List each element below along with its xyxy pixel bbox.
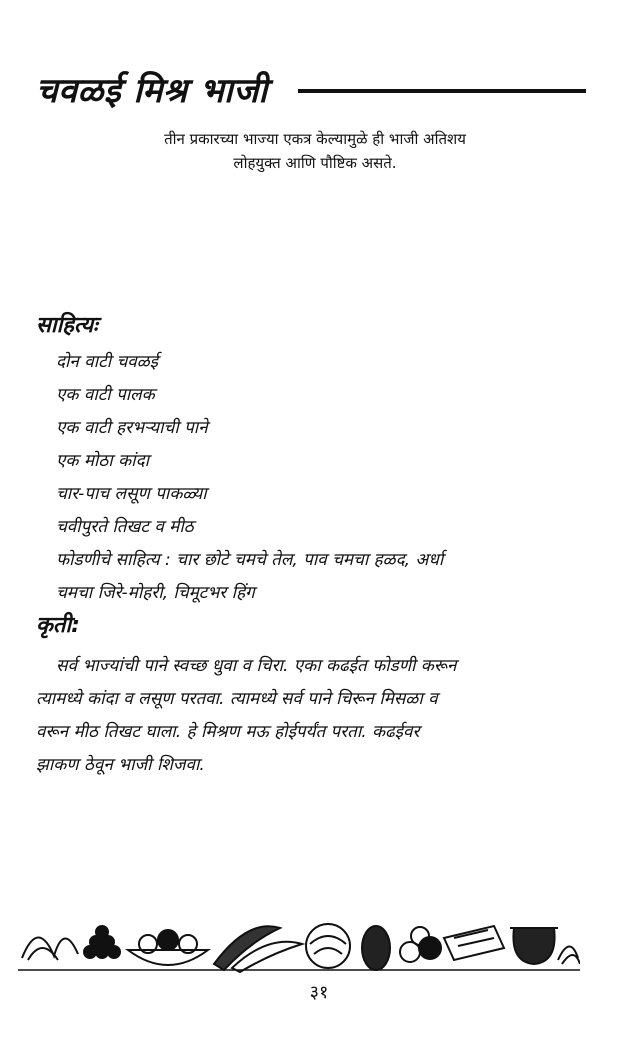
method-line: सर्व भाज्यांची पाने स्वच्छ धुवा व चिरा. एका कढईत फोडणी करून bbox=[56, 656, 457, 676]
page-number: ३१ bbox=[309, 982, 329, 1003]
method-line: झाकण ठेवून भाजी शिजवा. bbox=[36, 755, 205, 775]
intro-line: तीन प्रकारच्या भाज्या एकत्र केल्यामुळे ही भाजी अतिशय bbox=[164, 130, 466, 148]
ingredient-item: चार-पाच लसूण पाकळ्या bbox=[56, 484, 207, 504]
ingredient-item: एक वाटी पालक bbox=[56, 385, 155, 405]
ingredients-list bbox=[56, 346, 616, 610]
method-line: वरून मीठ तिखट घाला. हे मिश्रण मऊ होईपर्यंत परता. कढईवर bbox=[36, 722, 420, 742]
recipe-intro bbox=[80, 127, 550, 175]
vegetable-border-illustration bbox=[18, 898, 580, 978]
method-paragraph bbox=[36, 650, 596, 782]
ingredient-item: एक मोठा कांदा bbox=[56, 451, 150, 471]
ingredient-item: एक वाटी हरभऱ्याची पाने bbox=[56, 418, 208, 438]
ingredients-heading: साहित्यः bbox=[36, 313, 98, 338]
recipe-title: चवळई मिश्र भाजी bbox=[36, 71, 268, 111]
ingredient-item: फोडणीचे साहित्य : चार छोटे चमचे तेल, पाव चमचा हळद, अर्धा bbox=[56, 550, 444, 570]
ingredient-item: चमचा जिरे-मोहरी, चिमूटभर हिंग bbox=[56, 583, 255, 603]
ingredient-item: चवीपुरते तिखट व मीठ bbox=[56, 517, 194, 537]
title-rule bbox=[298, 89, 586, 93]
method-heading: कृती: bbox=[36, 613, 80, 638]
method-line: त्यामध्ये कांदा व लसूण परतवा. त्यामध्ये सर्व पाने चिरून मिसळा व bbox=[36, 689, 438, 709]
ingredient-item: दोन वाटी चवळई bbox=[56, 352, 159, 372]
intro-line: लोहयुक्त आणि पौष्टिक असते. bbox=[233, 154, 397, 172]
